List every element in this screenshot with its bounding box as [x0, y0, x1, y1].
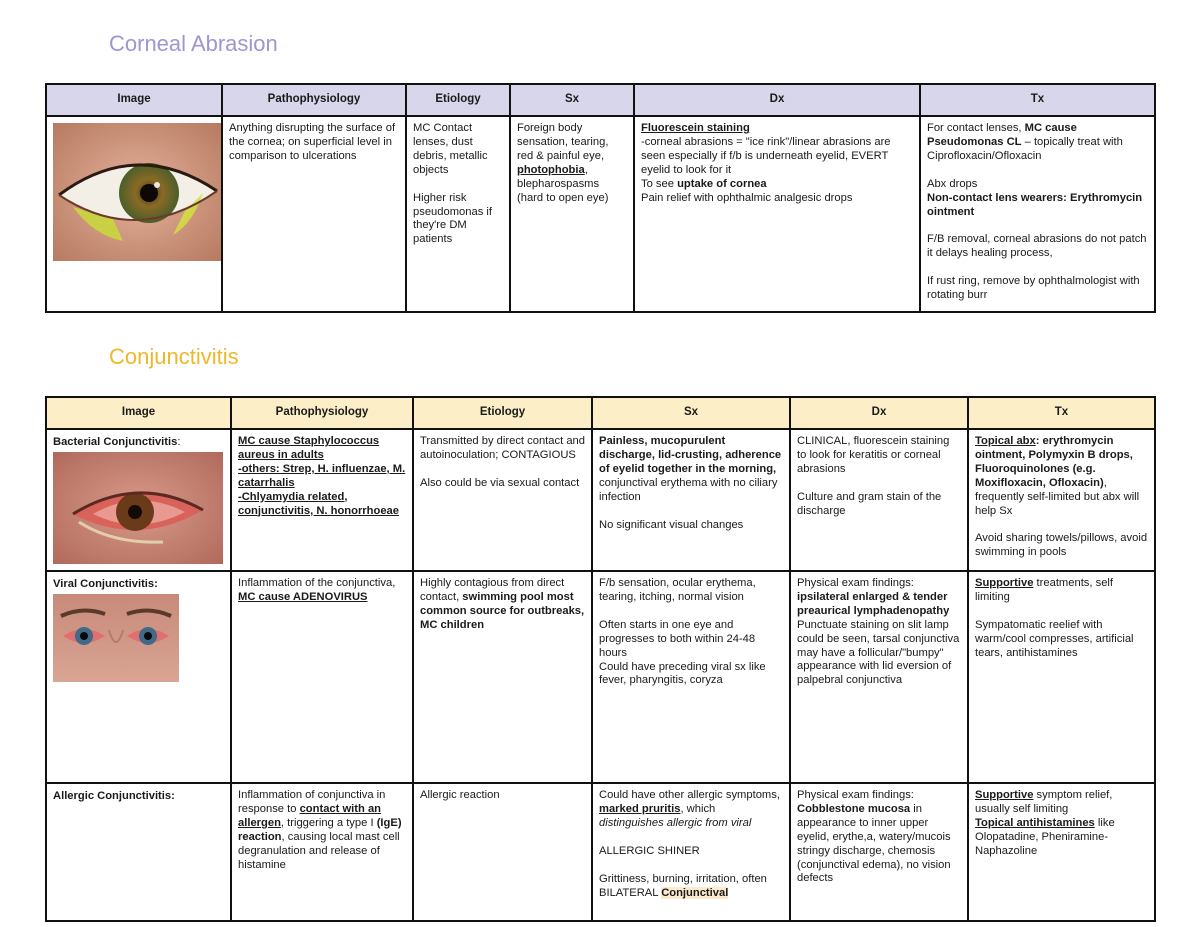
row-label-allergic: Allergic Conjunctivitis: — [53, 790, 175, 802]
corneal-abrasion-title: Corneal Abrasion — [109, 31, 278, 56]
image-cell — [46, 429, 231, 571]
etiology-text: Also could be via sexual contact — [420, 476, 580, 489]
row-label-viral: Viral Conjunctivitis: — [53, 578, 158, 590]
sx-text: Foreign body sensation, tearing, red & painful eye, — [517, 122, 609, 162]
pathophysiology-cell — [231, 429, 413, 571]
etiology-cell — [406, 116, 510, 312]
tx-cell — [920, 116, 1155, 312]
patho-text: MC cause Staphylococcus aureus in adults — [238, 435, 380, 461]
image-cell — [46, 116, 222, 312]
etiology-text: Higher risk pseudomonas if they're DM patients — [413, 191, 492, 246]
tx-cell — [968, 571, 1155, 783]
patho-adenovirus: MC cause ADENOVIRUS — [238, 590, 368, 603]
sx-text: , — [584, 163, 588, 176]
patho-text: -Chlyamydia related, conjunctivitis, N. honorrhoeae — [238, 490, 399, 517]
sx-text: ALLERGIC SHINER — [599, 844, 700, 857]
sx-text: Often starts in one eye and progresses to both within 24-48 hours — [599, 618, 756, 659]
dx-text: Physical exam findings: — [797, 789, 914, 801]
dx-cell — [790, 783, 968, 921]
conjunctivitis-title: Conjunctivitis — [109, 344, 239, 369]
conjunctivitis-table — [45, 396, 1156, 922]
pathophysiology-cell — [231, 571, 413, 783]
tx-text: If rust ring, remove by ophthalmologist with rotating burr — [927, 275, 1140, 302]
dx-text: Physical exam findings: — [797, 577, 914, 589]
sx-text: Could have preceding viral sx like fever, pharyngitis, coryza — [599, 660, 766, 687]
table-row — [46, 116, 1155, 312]
tx-text: Sympatomatic reelief with warm/cool compresses, artificial tears, antihistamines — [975, 618, 1134, 659]
etiology-text: Allergic reaction — [420, 789, 500, 801]
tx-text: Supportive treatments, self limiting — [975, 577, 1114, 603]
dx-text: Cobblestone mucosa in appearance to inner upper eyelid, erythe,a, watery/mucois stringy discharge, chemosis (conjunctival edema), no vision defects — [797, 802, 951, 885]
tx-text: Avoid sharing towels/pillows, avoid swimming in pools — [975, 532, 1148, 559]
sx-text: Could have other allergic symptoms, marked pruritis, which distinguishes allergic from viral — [599, 789, 780, 829]
tx-text: For contact lenses, MC cause Pseudomonas CL – topically treat with Ciprofloxacin/Ofloxacin — [927, 122, 1123, 162]
patho-text: Inflammation of conjunctiva in response to — [238, 789, 386, 815]
dx-text: Pain relief with ophthalmic analgesic drops — [641, 191, 853, 204]
patho-text: (IgE) reaction — [238, 816, 402, 843]
header-etiology: Etiology — [406, 84, 510, 116]
tx-cell — [968, 429, 1155, 571]
etiology-text: swimming pool most common source for outbreaks, MC children — [420, 590, 585, 631]
sx-text: F/b sensation, ocular erythema, tearing, itching, normal vision — [599, 577, 756, 603]
header-pathophysiology: Pathophysiology — [222, 84, 406, 116]
sx-cell — [592, 783, 790, 921]
etiology-cell — [413, 429, 592, 571]
viral-conjunctivitis-eyes-image — [53, 594, 179, 682]
header-sx: Sx — [510, 84, 634, 116]
etiology-text: Highly contagious from direct contact, — [420, 577, 565, 603]
image-cell — [46, 783, 231, 921]
patho-text: , triggering a type I — [280, 816, 377, 829]
etiology-cell — [413, 571, 592, 783]
bacterial-conjunctivitis-eye-image — [53, 452, 223, 564]
sx-cell — [510, 116, 634, 312]
header-etiology: Etiology — [413, 397, 592, 429]
corneal-abrasion-table — [45, 83, 1156, 313]
dx-cell — [634, 116, 920, 312]
tx-text: Topical antihistamines like Olopatadine, Pheniramine-Naphazoline — [975, 816, 1115, 857]
dx-text: Culture and gram stain of the discharge — [797, 490, 942, 517]
header-image: Image — [46, 397, 231, 429]
sx-photophobia: photophobia — [517, 163, 585, 176]
sx-cell — [592, 429, 790, 571]
header-image: Image — [46, 84, 222, 116]
dx-text: Punctuate staining on slit lamp could be seen, tarsal conjunctiva may have a follicular/"bumpy" appearance with lid eversion of palpebral conjunctiva — [797, 618, 960, 687]
sx-text: blepharospasms (hard to open eye) — [517, 177, 609, 204]
dx-text: ipsilateral enlarged & tender preaurical lymphadenopathy — [797, 590, 950, 617]
dx-text: -corneal abrasions = "ice rink"/linear abrasions are seen especially if f/b is underneath eyelid, EVERT eyelid to look for it — [641, 135, 891, 176]
dx-text: CLINICAL, fluorescein staining to look for keratitis or corneal abrasions — [797, 435, 950, 475]
patho-text: , causing local mast cell degranulation and release of histamine — [238, 830, 400, 871]
pathophysiology-cell — [231, 783, 413, 921]
table-header-row — [46, 84, 1155, 116]
table-row — [46, 783, 1155, 921]
header-tx: Tx — [920, 84, 1155, 116]
sx-cell — [592, 571, 790, 783]
dx-text: To see uptake of cornea — [641, 177, 767, 190]
sx-text: Grittiness, burning, irritation, often BILATERAL Conjunctival — [599, 872, 767, 899]
etiology-text: Transmitted by direct contact and autoinoculation; CONTAGIOUS — [420, 435, 585, 461]
tx-text: Non-contact lens wearers: Erythromycin ointment — [927, 191, 1143, 218]
patho-text: Inflammation of the conjunctiva, — [238, 577, 396, 589]
tx-text: Supportive symptom relief, usually self limiting — [975, 789, 1113, 815]
header-sx: Sx — [592, 397, 790, 429]
pathophysiology-text: Anything disrupting the surface of the cornea; on superficial level in comparison to ulcerations — [229, 122, 396, 162]
header-dx: Dx — [634, 84, 920, 116]
header-tx: Tx — [968, 397, 1155, 429]
tx-text: Topical abx: erythromycin ointment, Polymyxin B drops, Fluoroquinolones (e.g. Moxifloxacin, Ofloxacin), frequently self-limited but abx will help Sx — [975, 435, 1140, 517]
patho-text: -others: Strep, H. influenzae, M. catarrhalis — [238, 462, 406, 489]
table-row — [46, 429, 1155, 571]
sx-text: Painless, mucopurulent discharge, lid-crusting, adherence of eyelid together in the morning, conjunctival erythema with no ciliary infection — [599, 435, 782, 503]
dx-cell — [790, 429, 968, 571]
table-header-row — [46, 397, 1155, 429]
header-dx: Dx — [790, 397, 968, 429]
pathophysiology-cell — [222, 116, 406, 312]
dx-cell — [790, 571, 968, 783]
dx-heading: Fluorescein staining — [641, 122, 750, 134]
tx-text: F/B removal, corneal abrasions do not patch it delays healing process, — [927, 233, 1147, 260]
row-label-bacterial: Bacterial Conjunctivitis: — [53, 436, 181, 448]
sx-text: No significant visual changes — [599, 518, 744, 531]
tx-cell — [968, 783, 1155, 921]
corneal-abrasion-eye-image — [53, 123, 221, 261]
etiology-text: MC Contact lenses, dust debris, metallic objects — [413, 122, 488, 176]
table-row — [46, 571, 1155, 783]
image-cell — [46, 571, 231, 783]
etiology-cell — [413, 783, 592, 921]
header-pathophysiology: Pathophysiology — [231, 397, 413, 429]
tx-text: Abx drops — [927, 177, 978, 190]
patho-text: contact with an allergen — [238, 802, 382, 829]
